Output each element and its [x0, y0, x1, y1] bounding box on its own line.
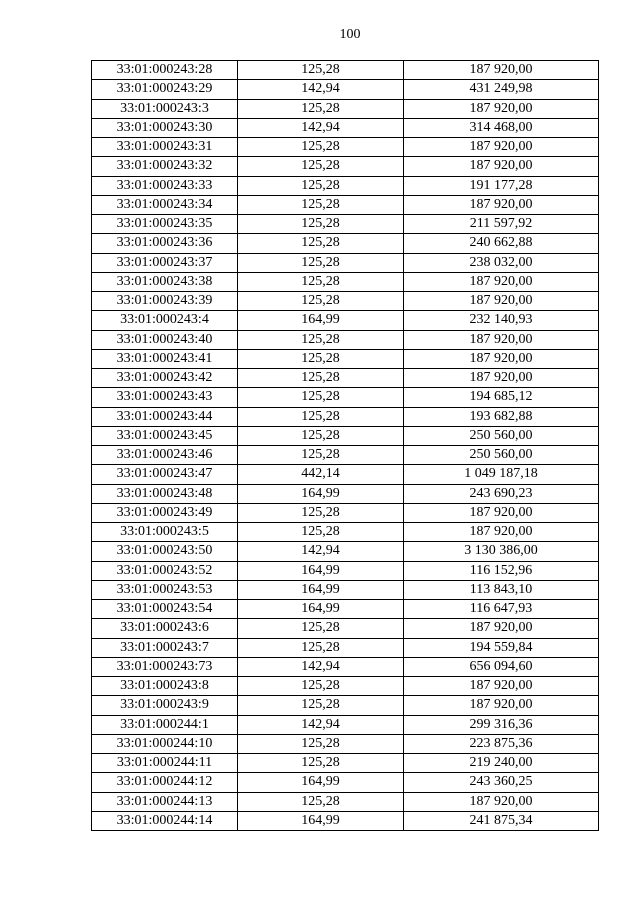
area-cell: 164,99: [238, 580, 404, 599]
table-row: [92, 542, 599, 561]
cadastral-value-cell: 250 560,00: [404, 426, 599, 445]
area-cell: 142,94: [238, 118, 404, 137]
cadastral-number-cell: 33:01:000244:10: [92, 734, 238, 753]
cadastral-number-cell: 33:01:000243:47: [92, 465, 238, 484]
cadastral-number-cell: 33:01:000243:6: [92, 619, 238, 638]
cadastral-number-cell: 33:01:000244:13: [92, 792, 238, 811]
table-row: [92, 715, 599, 734]
cadastral-number-cell: 33:01:000243:35: [92, 215, 238, 234]
cadastral-number-cell: 33:01:000243:4: [92, 311, 238, 330]
cadastral-number-cell: 33:01:000243:43: [92, 388, 238, 407]
table-row: [92, 773, 599, 792]
area-cell: 125,28: [238, 176, 404, 195]
cadastral-number-cell: 33:01:000243:52: [92, 561, 238, 580]
area-cell: 125,28: [238, 619, 404, 638]
table-row: [92, 195, 599, 214]
cadastral-value-cell: 314 468,00: [404, 118, 599, 137]
area-cell: 125,28: [238, 99, 404, 118]
table-row: [92, 426, 599, 445]
table-row: [92, 523, 599, 542]
cadastral-value-cell: 194 559,84: [404, 638, 599, 657]
cadastral-value-cell: 187 920,00: [404, 138, 599, 157]
table-row: [92, 349, 599, 368]
cadastral-value-cell: 187 920,00: [404, 272, 599, 291]
table-row: [92, 61, 599, 80]
area-cell: 125,28: [238, 195, 404, 214]
area-cell: 125,28: [238, 330, 404, 349]
cadastral-number-cell: 33:01:000243:38: [92, 272, 238, 291]
table-row: [92, 561, 599, 580]
area-cell: 442,14: [238, 465, 404, 484]
cadastral-number-cell: 33:01:000243:8: [92, 677, 238, 696]
area-cell: 125,28: [238, 157, 404, 176]
cadastral-number-cell: 33:01:000243:33: [92, 176, 238, 195]
area-cell: 125,28: [238, 61, 404, 80]
area-cell: 125,28: [238, 696, 404, 715]
cadastral-number-cell: 33:01:000243:30: [92, 118, 238, 137]
cadastral-value-cell: 431 249,98: [404, 80, 599, 99]
cadastral-value-cell: 211 597,92: [404, 215, 599, 234]
area-cell: 125,28: [238, 407, 404, 426]
table-row: [92, 407, 599, 426]
area-cell: 142,94: [238, 542, 404, 561]
cadastral-value-cell: 241 875,34: [404, 811, 599, 830]
cadastral-value-cell: 1 049 187,18: [404, 465, 599, 484]
table-row: [92, 388, 599, 407]
table-row: [92, 157, 599, 176]
cadastral-number-cell: 33:01:000243:9: [92, 696, 238, 715]
cadastral-number-cell: 33:01:000243:46: [92, 446, 238, 465]
cadastral-value-cell: 187 920,00: [404, 619, 599, 638]
table-row: [92, 99, 599, 118]
area-cell: 125,28: [238, 272, 404, 291]
area-cell: 125,28: [238, 388, 404, 407]
cadastral-value-cell: 191 177,28: [404, 176, 599, 195]
cadastral-value-cell: 187 920,00: [404, 330, 599, 349]
cadastral-value-cell: 187 920,00: [404, 195, 599, 214]
cadastral-number-cell: 33:01:000243:45: [92, 426, 238, 445]
cadastral-number-cell: 33:01:000243:54: [92, 600, 238, 619]
area-cell: 125,28: [238, 677, 404, 696]
cadastral-value-cell: 187 920,00: [404, 349, 599, 368]
table-row: [92, 234, 599, 253]
cadastral-number-cell: 33:01:000243:34: [92, 195, 238, 214]
area-cell: 164,99: [238, 811, 404, 830]
cadastral-number-cell: 33:01:000243:40: [92, 330, 238, 349]
table-row: [92, 272, 599, 291]
area-cell: 164,99: [238, 561, 404, 580]
cadastral-number-cell: 33:01:000243:28: [92, 61, 238, 80]
area-cell: 142,94: [238, 715, 404, 734]
cadastral-value-cell: 223 875,36: [404, 734, 599, 753]
cadastral-number-cell: 33:01:000243:50: [92, 542, 238, 561]
cadastral-value-cell: 113 843,10: [404, 580, 599, 599]
table-row: [92, 657, 599, 676]
area-cell: 125,28: [238, 734, 404, 753]
table-row: [92, 311, 599, 330]
table-row: [92, 80, 599, 99]
cadastral-number-cell: 33:01:000243:73: [92, 657, 238, 676]
cadastral-value-cell: 243 360,25: [404, 773, 599, 792]
area-cell: 125,28: [238, 369, 404, 388]
cadastral-number-cell: 33:01:000243:37: [92, 253, 238, 272]
table-row: [92, 638, 599, 657]
cadastral-number-cell: 33:01:000243:39: [92, 292, 238, 311]
cadastral-number-cell: 33:01:000243:44: [92, 407, 238, 426]
table-row: [92, 330, 599, 349]
cadastral-number-cell: 33:01:000243:36: [92, 234, 238, 253]
table-row: [92, 734, 599, 753]
table-row: [92, 369, 599, 388]
cadastral-number-cell: 33:01:000243:7: [92, 638, 238, 657]
area-cell: 125,28: [238, 792, 404, 811]
cadastral-value-cell: 240 662,88: [404, 234, 599, 253]
area-cell: 125,28: [238, 349, 404, 368]
table-row: [92, 754, 599, 773]
cadastral-value-cell: 187 920,00: [404, 523, 599, 542]
area-cell: 164,99: [238, 773, 404, 792]
cadastral-value-cell: 187 920,00: [404, 157, 599, 176]
table-row: [92, 619, 599, 638]
cadastral-value-cell: 187 920,00: [404, 61, 599, 80]
table-row: [92, 811, 599, 830]
cadastral-number-cell: 33:01:000244:1: [92, 715, 238, 734]
cadastral-number-cell: 33:01:000243:32: [92, 157, 238, 176]
cadastral-value-cell: 187 920,00: [404, 792, 599, 811]
table-row: [92, 118, 599, 137]
table-row: [92, 138, 599, 157]
area-cell: 125,28: [238, 638, 404, 657]
area-cell: 125,28: [238, 754, 404, 773]
cadastral-value-cell: 219 240,00: [404, 754, 599, 773]
table-row: [92, 253, 599, 272]
table-row: [92, 580, 599, 599]
cadastral-value-cell: 656 094,60: [404, 657, 599, 676]
cadastral-value-cell: 187 920,00: [404, 292, 599, 311]
area-cell: 142,94: [238, 657, 404, 676]
cadastral-value-cell: 193 682,88: [404, 407, 599, 426]
cadastral-value-table: [91, 60, 599, 831]
cadastral-value-cell: 187 920,00: [404, 696, 599, 715]
cadastral-value-cell: 187 920,00: [404, 369, 599, 388]
page-number: 100: [339, 27, 361, 42]
table-row: [92, 792, 599, 811]
cadastral-value-cell: 187 920,00: [404, 677, 599, 696]
table-row: [92, 600, 599, 619]
cadastral-number-cell: 33:01:000243:53: [92, 580, 238, 599]
area-cell: 125,28: [238, 138, 404, 157]
table-row: [92, 484, 599, 503]
cadastral-value-cell: 250 560,00: [404, 446, 599, 465]
cadastral-number-cell: 33:01:000243:41: [92, 349, 238, 368]
area-cell: 164,99: [238, 311, 404, 330]
table-row: [92, 465, 599, 484]
area-cell: 125,28: [238, 523, 404, 542]
cadastral-value-cell: 187 920,00: [404, 503, 599, 522]
cadastral-value-cell: 194 685,12: [404, 388, 599, 407]
table-row: [92, 696, 599, 715]
area-cell: 125,28: [238, 503, 404, 522]
cadastral-number-cell: 33:01:000243:42: [92, 369, 238, 388]
cadastral-number-cell: 33:01:000243:49: [92, 503, 238, 522]
table-row: [92, 215, 599, 234]
area-cell: 164,99: [238, 484, 404, 503]
area-cell: 125,28: [238, 426, 404, 445]
cadastral-value-cell: 243 690,23: [404, 484, 599, 503]
cadastral-number-cell: 33:01:000243:5: [92, 523, 238, 542]
cadastral-value-cell: 232 140,93: [404, 311, 599, 330]
cadastral-number-cell: 33:01:000244:14: [92, 811, 238, 830]
cadastral-value-cell: 299 316,36: [404, 715, 599, 734]
cadastral-value-cell: 116 152,96: [404, 561, 599, 580]
area-cell: 142,94: [238, 80, 404, 99]
cadastral-value-cell: 116 647,93: [404, 600, 599, 619]
area-cell: 125,28: [238, 215, 404, 234]
cadastral-number-cell: 33:01:000243:48: [92, 484, 238, 503]
table-body: [92, 61, 599, 831]
area-cell: 125,28: [238, 446, 404, 465]
cadastral-value-cell: 3 130 386,00: [404, 542, 599, 561]
cadastral-value-cell: 238 032,00: [404, 253, 599, 272]
table-row: [92, 292, 599, 311]
area-cell: 164,99: [238, 600, 404, 619]
table-row: [92, 176, 599, 195]
area-cell: 125,28: [238, 292, 404, 311]
cadastral-number-cell: 33:01:000243:29: [92, 80, 238, 99]
area-cell: 125,28: [238, 253, 404, 272]
area-cell: 125,28: [238, 234, 404, 253]
cadastral-value-cell: 187 920,00: [404, 99, 599, 118]
cadastral-number-cell: 33:01:000244:11: [92, 754, 238, 773]
cadastral-number-cell: 33:01:000243:3: [92, 99, 238, 118]
cadastral-number-cell: 33:01:000243:31: [92, 138, 238, 157]
table-row: [92, 446, 599, 465]
table-row: [92, 677, 599, 696]
cadastral-number-cell: 33:01:000244:12: [92, 773, 238, 792]
table-row: [92, 503, 599, 522]
